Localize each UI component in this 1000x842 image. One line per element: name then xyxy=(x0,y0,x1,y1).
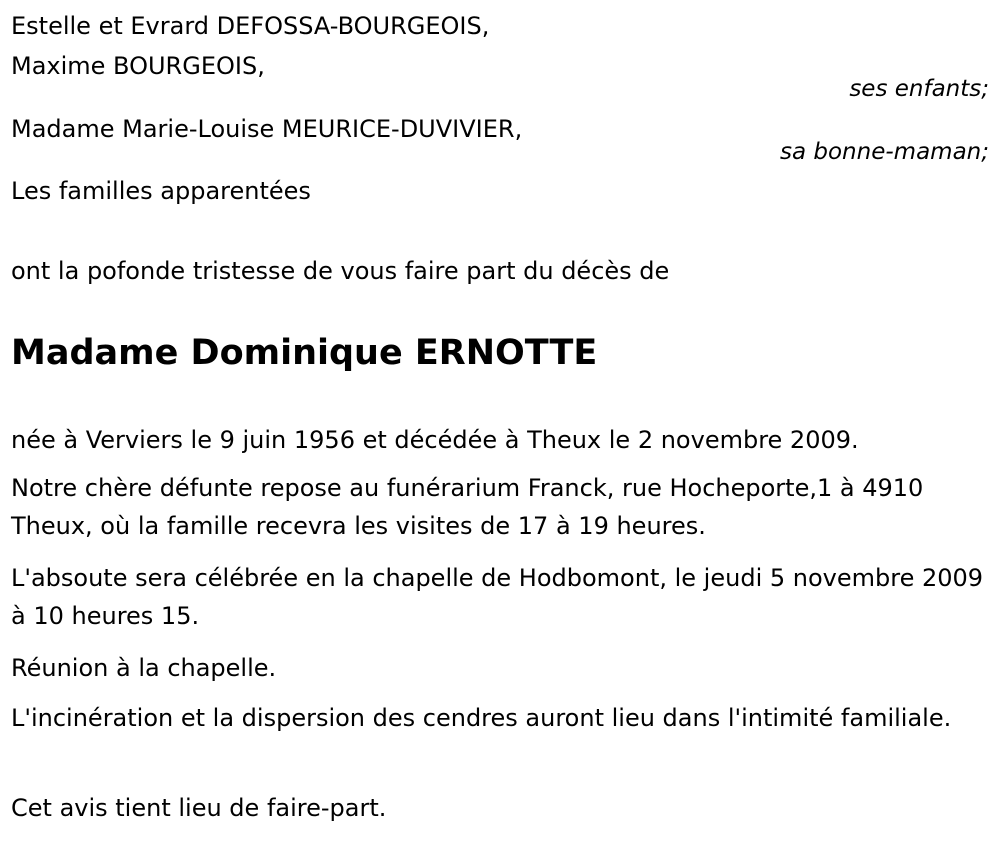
notice-line: Cet avis tient lieu de faire-part. xyxy=(11,794,387,822)
cremation-paragraph: L'incinération et la dispersion des cendres auront lieu dans l'intimité familiale. xyxy=(11,704,952,732)
gathering-line: Réunion à la chapelle. xyxy=(11,654,277,682)
relatives-line: Les familles apparentées xyxy=(11,177,311,205)
children-role: ses enfants; xyxy=(849,76,989,102)
ceremony-paragraph: L'absoute sera célébrée en la chapelle de Hodbomont, le jeudi 5 novembre 2009 à 10 heures 15. xyxy=(11,564,984,630)
visitation-paragraph: Notre chère défunte repose au funérarium Franck, rue Hocheporte,1 à 4910 Theux, où la famille recevra les visites de 17 à 19 heures. xyxy=(11,474,924,540)
grandmother-role: sa bonne-maman; xyxy=(780,139,989,165)
family-line-1: Estelle et Evrard DEFOSSA-BOURGEOIS, xyxy=(11,12,490,40)
announcement-line: ont la pofonde tristesse de vous faire part du décès de xyxy=(11,257,670,285)
family-line-2: Maxime BOURGEOIS, xyxy=(11,52,265,80)
grandmother-line: Madame Marie-Louise MEURICE-DUVIVIER, xyxy=(11,115,523,143)
birth-death-line: née à Verviers le 9 juin 1956 et décédée à Theux le 2 novembre 2009. xyxy=(11,426,859,454)
deceased-name: Madame Dominique ERNOTTE xyxy=(11,333,598,373)
